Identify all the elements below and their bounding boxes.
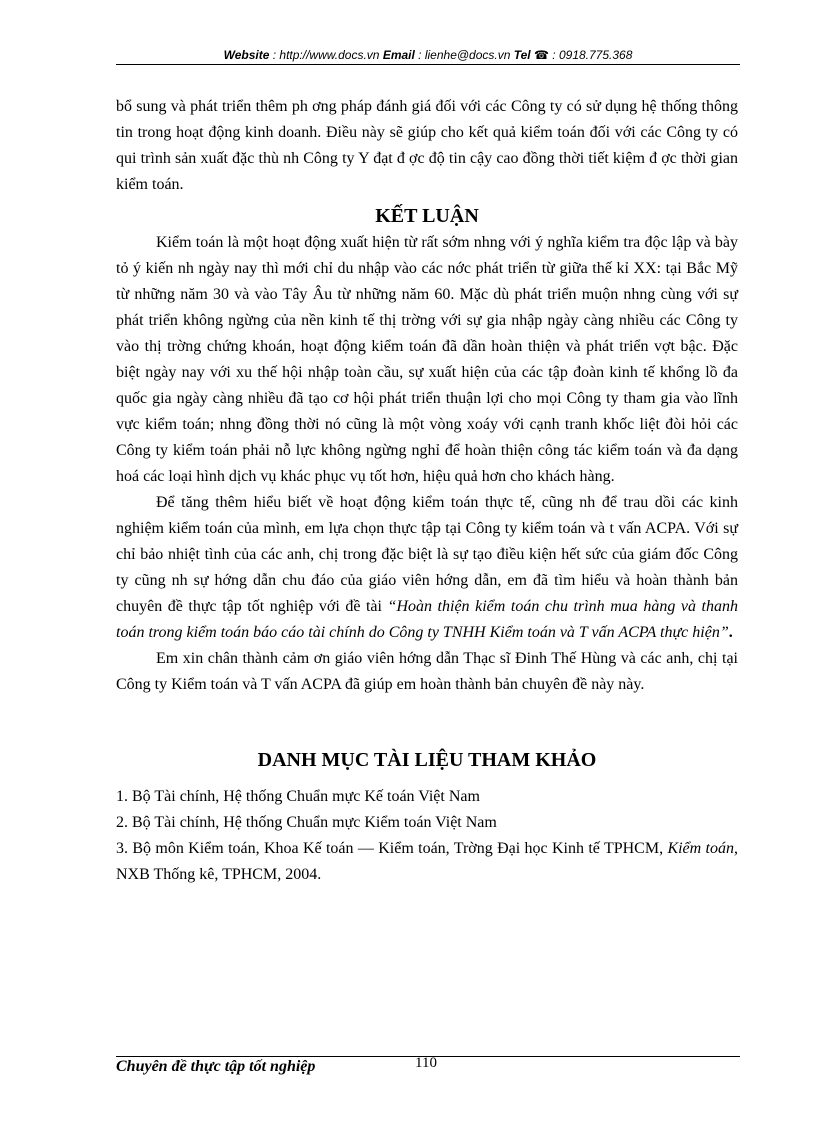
reference-item: 1. Bộ Tài chính, Hệ thống Chuẩn mực Kế toán Việt Nam — [116, 788, 480, 805]
email-label: Email — [382, 48, 415, 62]
conclusion-paragraph-2 — [116, 490, 738, 646]
paragraph-2-end: . — [728, 624, 733, 641]
thesis-title: “Hoàn thiện kiểm toán chu trình mua hàng và thanh toán trong kiểm toán báo cáo tài chính do Công ty TNHH Kiểm toán và T vấn ACPA thực hiện” — [116, 598, 738, 641]
paragraph-2-text: Để tăng thêm hiểu biết về hoạt động kiểm toán thực tế, cũng nh để trau dồi các kinh nghiệm kiểm toán của mình, em lựa chọn thực tập tại Công ty kiểm toán và t vấn ACPA. Với sự chỉ bảo nhiệt tình của các anh, chị trong đặc biệt là sự tạo điều kiện hết sức của giám đốc Công ty cũng nh sự hớng dẫn chu đáo của giáo viên hớng dẫn, em đã tìm hiểu và hoàn thành bản chuyên đề thực tập tốt nghiệp với đề tài — [116, 494, 738, 615]
document-body — [116, 94, 738, 888]
conclusion-paragraph-1: Kiểm toán là một hoạt động xuất hiện từ rất sớm nhng với ý nghĩa kiểm tra độc lập và bày tỏ ý kiến nh ngày nay thì mới chỉ du nhập vào các nớc phát triển từ giữa thế kỉ XX: tại Bắc Mỹ từ những năm 30 và vào Tây Âu từ những năm 60. Mặc dù phát triển muộn nhng cùng với sự phát triển không ngừng của nền kinh tế thị trờng với sự gia nhập ngày càng nhiều các Công ty vào thị trờng chứng khoán, hoạt động kiểm toán đã dần hoàn thiện và phát triển vợt bậc. Đặc biệt ngày nay với xu thế hội nhập toàn cầu, sự xuất hiện của các tập đoàn kinh tế khổng lồ đa quốc gia ngày càng nhiều đã tạo cơ hội phát triển thuận lợi cho mọi Công ty tham gia vào lĩnh vực kiểm toán; nhng đồng thời nó cũng là một vòng xoáy với cạnh tranh khốc liệt đòi hỏi các Công ty kiểm toán phải nỗ lực không ngừng nghỉ để hoàn thiện công tác kiểm toán và đa dạng hoá các loại hình dịch vụ khác phục vụ tốt hơn, hiệu quả hơn cho khách hàng. — [116, 234, 738, 485]
page-header — [116, 48, 740, 62]
email-value: : lienhe@docs.vn — [418, 48, 511, 62]
reference-item — [116, 836, 738, 888]
conclusion-heading: KẾT LUẬN — [375, 205, 479, 227]
page-number: 110 — [415, 1055, 437, 1071]
intro-paragraph: bổ sung và phát triển thêm ph ơng pháp đánh giá đối với các Công ty có sử dụng hệ thống thông tin trong hoạt động kinh doanh. Điều này sẽ giúp cho kết quả kiểm toán đối với các Công ty có qui trình sản xuất đặc thù nh Công ty Y đạt đ ợc độ tin cậy cao đồng thời tiết kiệm đ ợc thời gian kiểm toán. — [116, 98, 738, 193]
reference-3-title: Kiểm toán — [667, 840, 735, 857]
phone-icon: ☎ — [534, 48, 549, 62]
reference-3-publisher: , NXB Thống kê, TPHCM, 2004. — [116, 840, 739, 883]
header-divider — [116, 64, 740, 65]
website-label: Website — [223, 48, 270, 62]
tel-value: : 0918.775.368 — [552, 48, 633, 62]
references-heading: DANH MỤC TÀI LIỆU THAM KHẢO — [257, 749, 597, 771]
conclusion-paragraph-3: Em xin chân thành cảm ơn giáo viên hớng dẫn Thạc sĩ Đinh Thế Hùng và các anh, chị tại Công ty Kiểm toán và T vấn ACPA đã giúp em hoàn thành bản chuyên đề này này. — [116, 650, 738, 693]
tel-label: Tel — [513, 48, 531, 62]
website-value: : http://www.docs.vn — [272, 48, 380, 62]
reference-3-text: 3. Bộ môn Kiểm toán, Khoa Kế toán — Kiểm toán, Trờng Đại học Kinh tế TPHCM, — [116, 840, 664, 857]
reference-item: 2. Bộ Tài chính, Hệ thống Chuẩn mực Kiểm toán Việt Nam — [116, 814, 497, 831]
footer-title: Chuyên đề thực tập tốt nghiệp — [116, 1058, 316, 1075]
